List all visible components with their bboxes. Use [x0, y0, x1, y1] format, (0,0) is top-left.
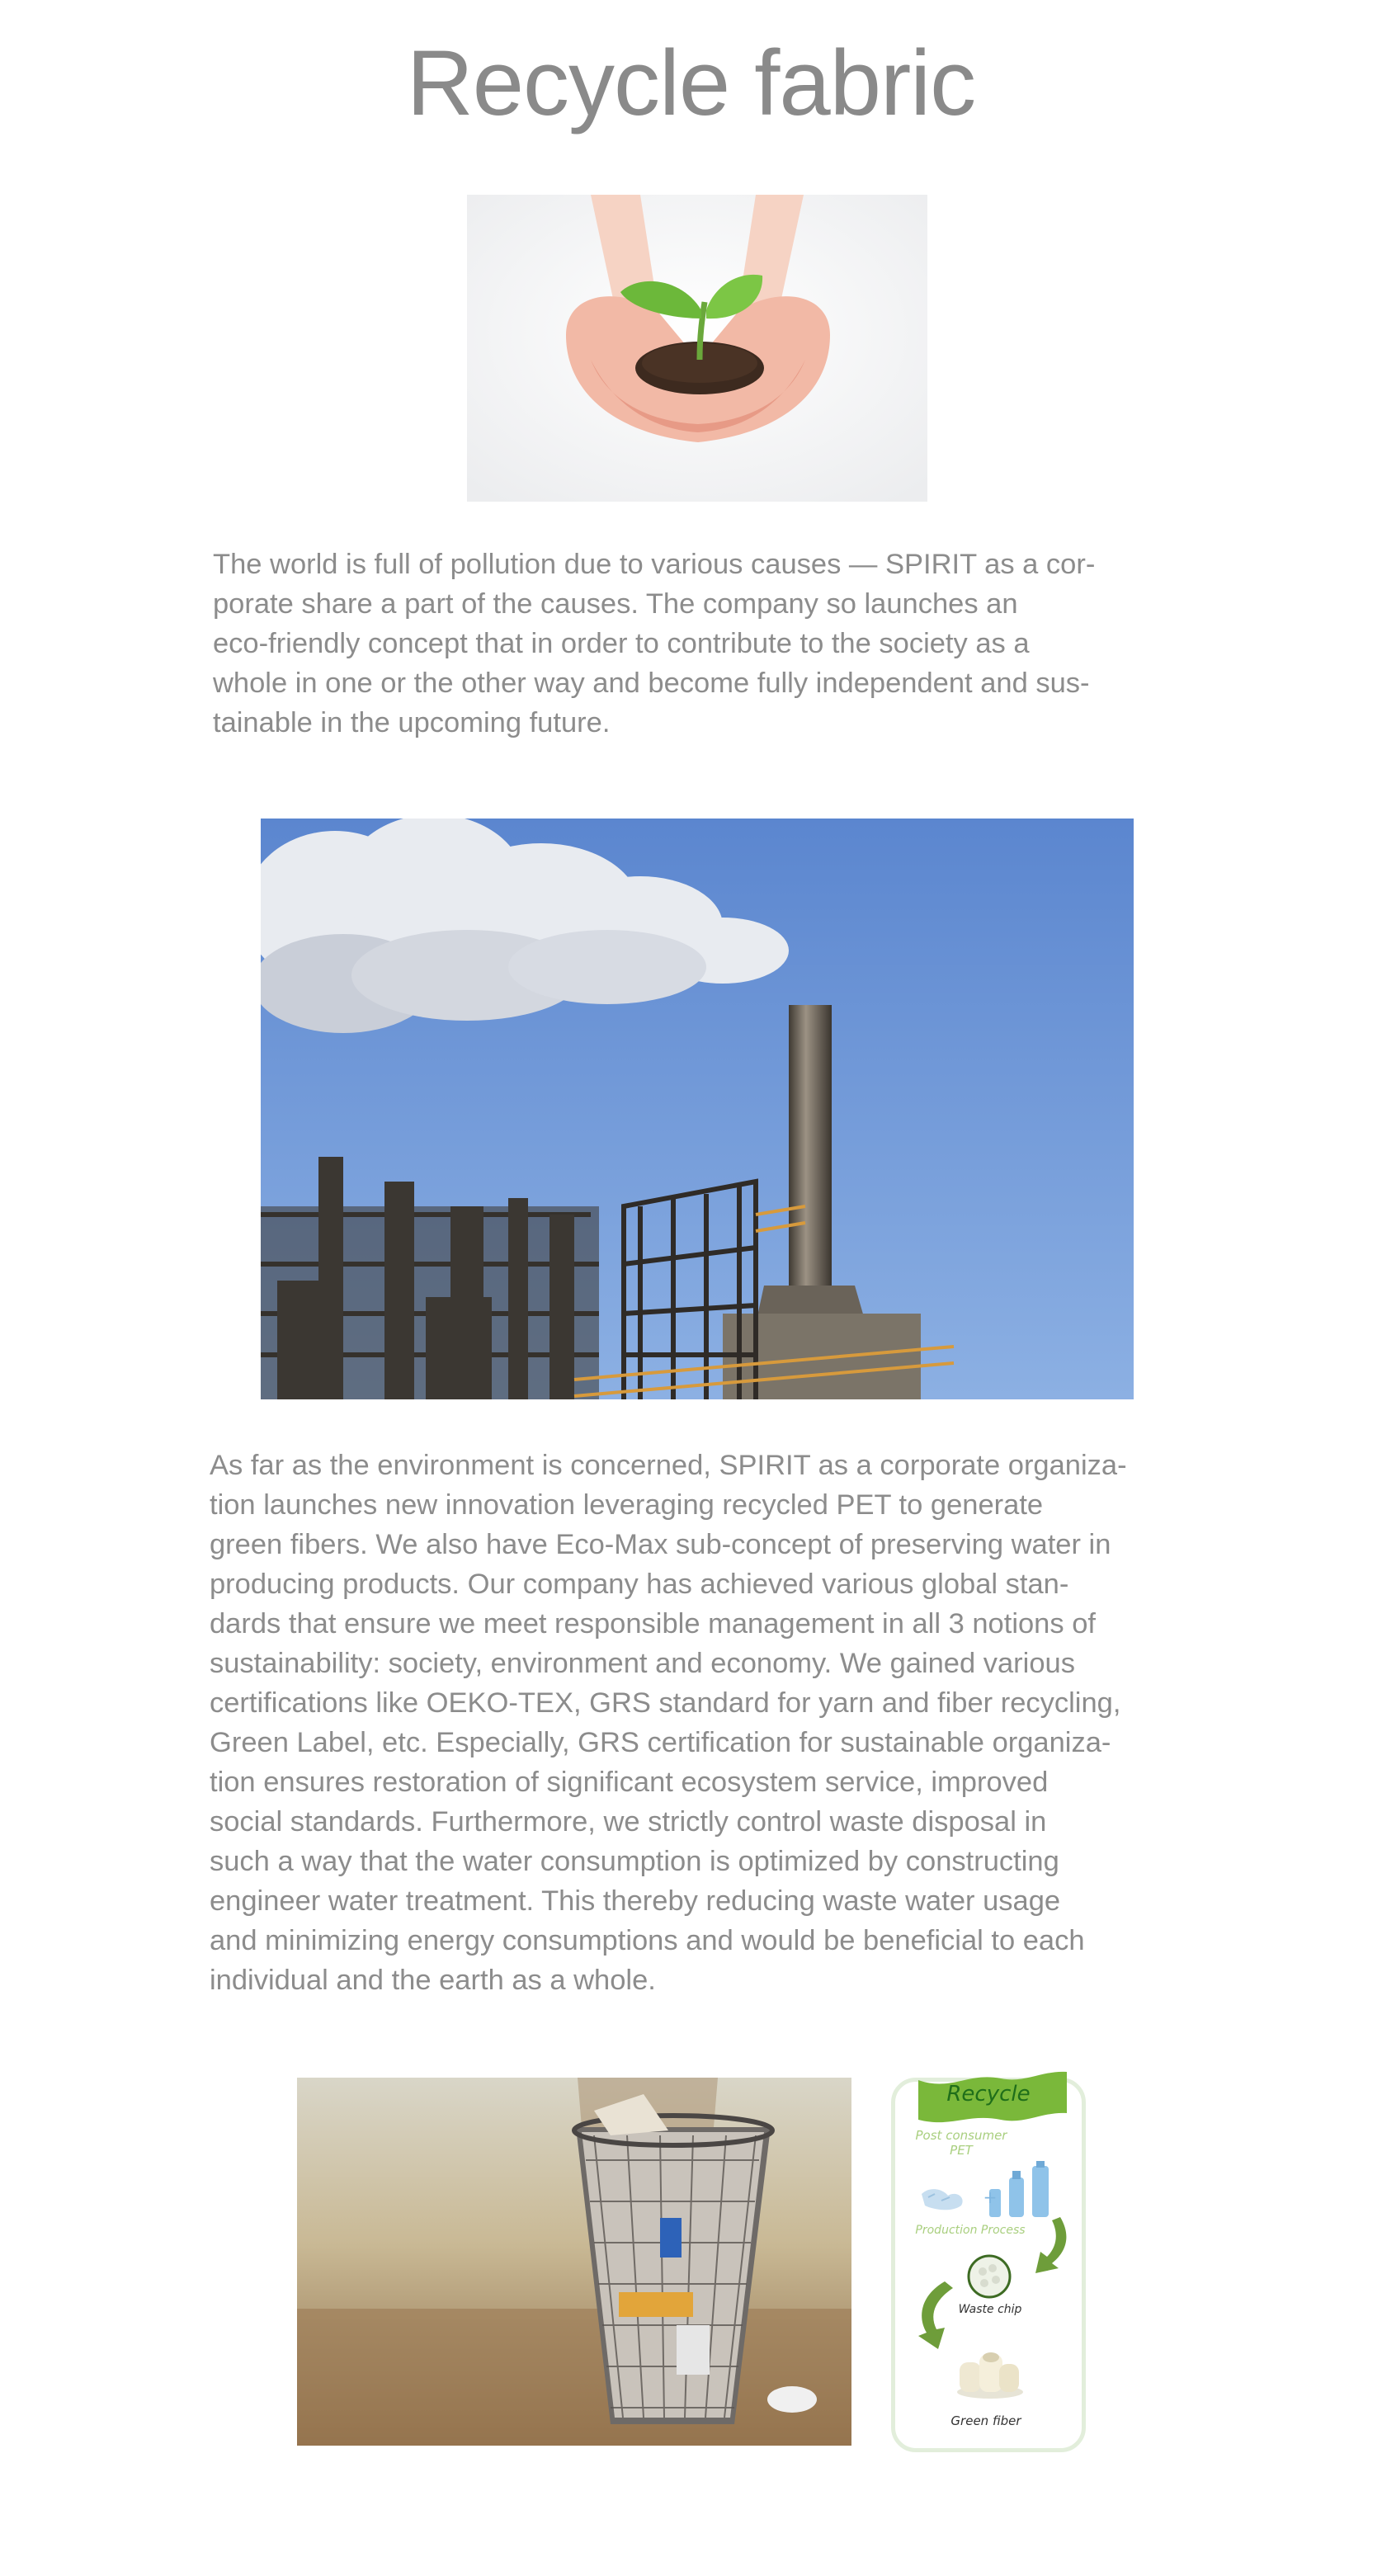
paragraph-line: producing products. Our company has achieved various global stan-: [210, 1569, 1069, 1600]
down-arrow-icon: [1027, 2214, 1077, 2280]
plus-sign: +: [983, 2187, 998, 2207]
paragraph-line: sustainability: society, environment and economy. We gained various: [210, 1648, 1075, 1679]
trash-bin-image: [297, 2078, 851, 2446]
page-title: Recycle fabric: [406, 31, 976, 134]
green-fiber-label: Green fiber: [950, 2413, 1021, 2428]
paragraph-line: whole in one or the other way and become fully independent and sus-: [213, 668, 1090, 699]
paragraph-line: and minimizing energy consumptions and would be beneficial to each: [210, 1925, 1085, 1956]
paragraph-line: engineer water treatment. This thereby reducing waste water usage: [210, 1885, 1061, 1917]
paragraph-line: social standards. Furthermore, we strictly control waste disposal in: [210, 1806, 1047, 1838]
paragraph-line: individual and the earth as a whole.: [210, 1965, 656, 1996]
post-consumer-label: Post consumer: [915, 2128, 1007, 2143]
paragraph-line: green fibers. We also have Eco-Max sub-concept of preserving water in: [210, 1529, 1111, 1560]
waste-chip-label: Waste chip: [958, 2303, 1022, 2316]
paragraph-line: dards that ensure we meet responsible management in all 3 notions of: [210, 1608, 1096, 1639]
waste-chip-icon: [966, 2253, 1012, 2300]
paragraph-line: certifications like OEKO-TEX, GRS standard for yarn and fiber recycling,: [210, 1687, 1121, 1719]
paragraph-line: The world is full of pollution due to various causes — SPIRIT as a cor-: [213, 549, 1096, 580]
hands-sprout-image: [467, 195, 927, 502]
paragraph-line: tion launches new innovation leveraging recycled PET to generate: [210, 1489, 1044, 1521]
green-fiber-icon: [953, 2346, 1027, 2400]
paragraph-line: Green Label, etc. Especially, GRS certification for sustainable organiza-: [210, 1727, 1111, 1758]
down-arrow-icon: [912, 2278, 961, 2352]
pet-label: PET: [950, 2143, 973, 2158]
recycle-banner-label: Recycle: [946, 2082, 1031, 2107]
main-paragraph: [210, 1446, 1191, 2000]
paragraph-line: such a way that the water consumption is optimized by constructing: [210, 1846, 1059, 1877]
intro-paragraph: [213, 545, 1186, 743]
paragraph-line: As far as the environment is concerned, SPIRIT as a corporate organiza-: [210, 1450, 1127, 1481]
paragraph-line: eco-friendly concept that in order to contribute to the society as a: [213, 628, 1030, 659]
paragraph-line: tainable in the upcoming future.: [213, 707, 611, 738]
paragraph-line: tion ensures restoration of significant ecosystem service, improved: [210, 1767, 1049, 1798]
factory-image: [261, 819, 1134, 1399]
production-process-label: Production Process: [915, 2224, 1026, 2237]
recycle-process-card: [891, 2078, 1086, 2452]
paragraph-line: porate share a part of the causes. The company so launches an: [213, 588, 1018, 620]
